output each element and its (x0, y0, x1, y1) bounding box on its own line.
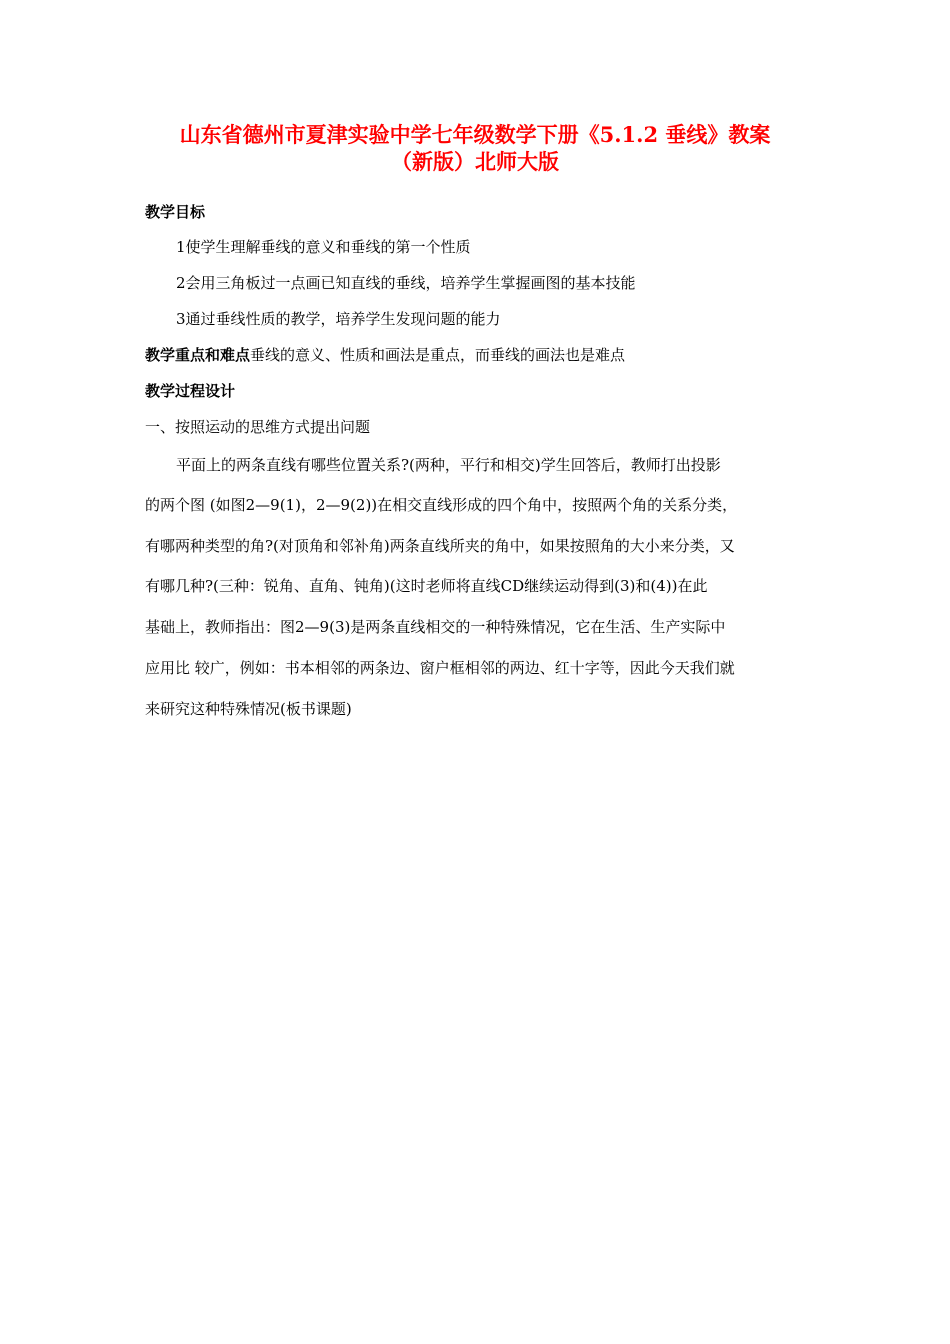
objective-item: 2会用三角板过一点画已知直线的垂线，培养学生掌握画图的基本技能 (176, 274, 636, 292)
paragraph-line: 基础上，教师指出：图2—9(3)是两条直线相交的一种特殊情况，它在生活、生产实际中 (145, 618, 726, 636)
paragraph-line: 有哪几种?(三种：锐角、直角、钝角)(这时老师将直线CD继续运动得到(3)和(4))在此 (145, 577, 708, 595)
process-heading: 教学过程设计 (145, 382, 236, 400)
document-title-line1: 山东省德州市夏津实验中学七年级数学下册《5.1.2 垂线》教案 (179, 122, 771, 147)
objective-item: 3通过垂线性质的教学，培养学生发现问题的能力 (176, 310, 501, 328)
paragraph-line: 来研究这种特殊情况(板书课题) (145, 700, 352, 718)
paragraph-line: 的两个图 (如图2—9(1)，2—9(2))在相交直线形成的四个角中，按照两个角的关系分类， (145, 496, 738, 514)
section1-heading: 一、按照运动的思维方式提出问题 (145, 418, 371, 436)
paragraph-line: 平面上的两条直线有哪些位置关系?(两种，平行和相交)学生回答后，教师打出投影 (176, 456, 721, 474)
paragraph-line: 应用比 较广，例如：书本相邻的两条边、窗户框相邻的两边、红十字等，因此今天我们就 (145, 659, 735, 677)
keypoints-text: 垂线的意义、性质和画法是重点，而垂线的画法也是难点 (250, 346, 626, 364)
objective-item: 1使学生理解垂线的意义和垂线的第一个性质 (176, 238, 471, 256)
objectives-heading: 教学目标 (145, 203, 206, 221)
keypoints-line (145, 344, 625, 366)
keypoints-label: 教学重点和难点 (145, 346, 251, 364)
paragraph-line: 有哪两种类型的角?(对顶角和邻补角)两条直线所夹的角中，如果按照角的大小来分类，又 (145, 537, 735, 555)
document-title-line2: （新版）北师大版 (391, 149, 559, 174)
